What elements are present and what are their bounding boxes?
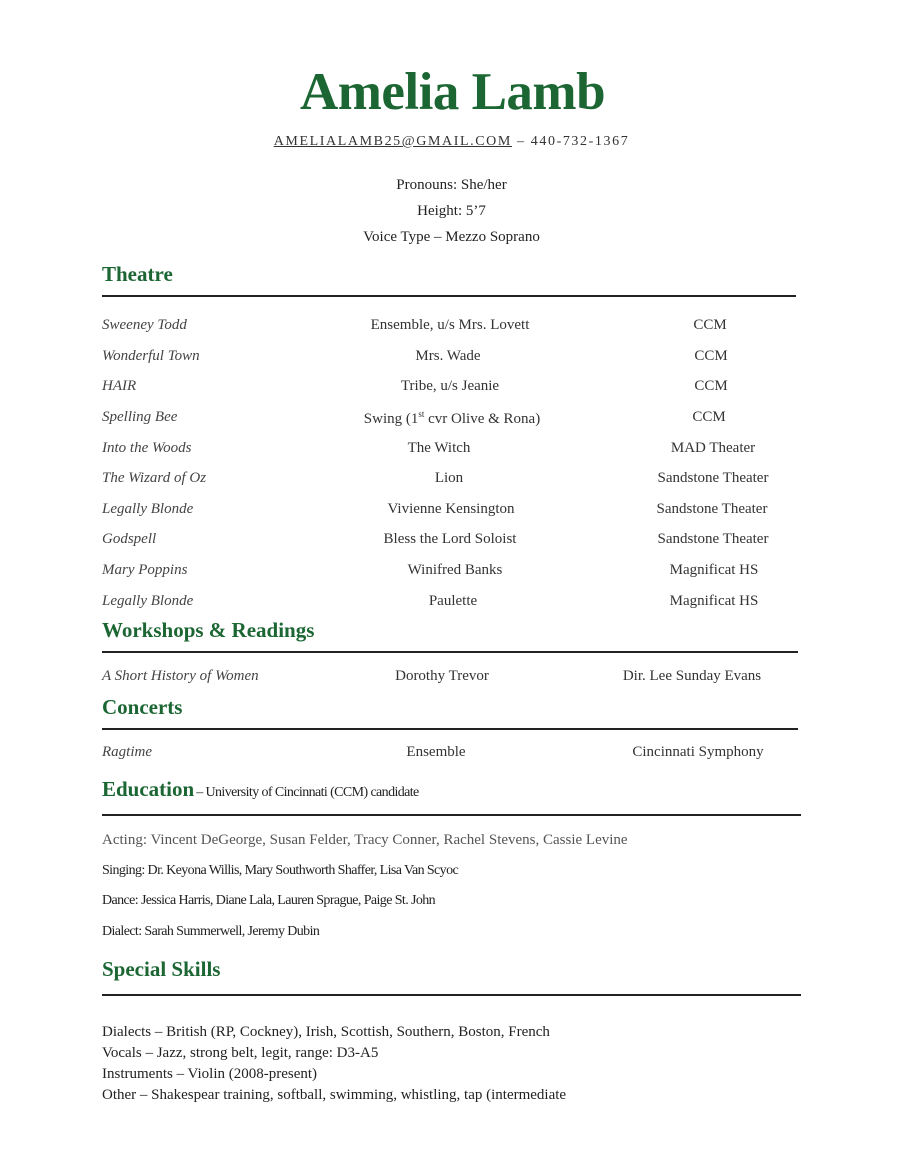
show-title: Legally Blonde bbox=[102, 593, 194, 609]
phone-number: 440-732-1367 bbox=[530, 134, 630, 149]
theatre-divider bbox=[102, 295, 796, 297]
venue: Sandstone Theater bbox=[657, 470, 769, 486]
resume-name: Amelia Lamb bbox=[299, 63, 606, 121]
venue: CCM bbox=[694, 348, 728, 364]
training-dialect: Dialect: Sarah Summerwell, Jeremy Dubin bbox=[102, 924, 320, 939]
skill-vocals: Vocals – Jazz, strong belt, legit, range: D3-A5 bbox=[102, 1045, 379, 1061]
skill-other: Other – Shakespear training, softball, swimming, whistling, tap (intermediate bbox=[102, 1087, 567, 1103]
role: Ensemble bbox=[406, 744, 466, 760]
show-title: HAIR bbox=[102, 378, 137, 394]
venue: CCM bbox=[693, 317, 727, 333]
skills-divider bbox=[102, 994, 801, 996]
voice-type: Voice Type – Mezzo Soprano bbox=[363, 229, 540, 245]
email-link[interactable]: AMELIALAMB25@GMAIL.COM bbox=[273, 134, 512, 149]
credit-row bbox=[0, 744, 911, 764]
role: Dorothy Trevor bbox=[395, 668, 489, 684]
credit-row bbox=[0, 668, 911, 688]
role: Winifred Banks bbox=[407, 562, 503, 578]
credit-row bbox=[0, 317, 911, 337]
height: Height: 5’7 bbox=[417, 203, 486, 219]
concerts-divider bbox=[102, 728, 798, 730]
venue: MAD Theater bbox=[670, 440, 756, 456]
credit-row bbox=[0, 562, 911, 582]
venue: Sandstone Theater bbox=[656, 501, 768, 517]
pronouns: Pronouns: She/her bbox=[396, 177, 507, 193]
show-title: Mary Poppins bbox=[102, 562, 188, 578]
credit-row bbox=[0, 348, 911, 368]
venue: CCM bbox=[692, 409, 726, 425]
credit-row bbox=[0, 531, 911, 551]
contact-line bbox=[0, 134, 903, 150]
role: Swing (1st cvr Olive & Rona) bbox=[363, 409, 541, 427]
show-title: A Short History of Women bbox=[102, 668, 259, 684]
show-title: Sweeney Todd bbox=[102, 317, 187, 333]
education-divider bbox=[102, 814, 801, 816]
show-title: Godspell bbox=[102, 531, 157, 547]
workshops-heading: Workshops & Readings bbox=[102, 618, 315, 642]
role: Paulette bbox=[428, 593, 478, 609]
show-title: Legally Blonde bbox=[102, 501, 194, 517]
skills-heading: Special Skills bbox=[102, 957, 221, 981]
show-title: Into the Woods bbox=[102, 440, 192, 456]
credit-row bbox=[0, 501, 911, 521]
education-subtitle: – University of Cincinnati (CCM) candidate bbox=[196, 785, 419, 800]
role: Mrs. Wade bbox=[415, 348, 481, 364]
skill-instruments: Instruments – Violin (2008-present) bbox=[102, 1066, 318, 1082]
role: Ensemble, u/s Mrs. Lovett bbox=[370, 317, 530, 333]
credit-row bbox=[0, 470, 911, 490]
venue: Magnificat HS bbox=[669, 593, 759, 609]
credit-row bbox=[0, 440, 911, 460]
role: Vivienne Kensington bbox=[387, 501, 515, 517]
role: Lion bbox=[434, 470, 464, 486]
workshops-divider bbox=[102, 651, 798, 653]
contact-separator: – bbox=[511, 134, 531, 149]
training-singing: Singing: Dr. Keyona Willis, Mary Southworth Shaffer, Lisa Van Scyoc bbox=[102, 863, 459, 878]
education-title: Education bbox=[102, 777, 195, 801]
show-title: Ragtime bbox=[102, 744, 152, 760]
credit-row bbox=[0, 378, 911, 398]
show-title: Wonderful Town bbox=[102, 348, 200, 364]
venue: Magnificat HS bbox=[669, 562, 759, 578]
skill-dialects: Dialects – British (RP, Cockney), Irish, Scottish, Southern, Boston, French bbox=[102, 1024, 550, 1040]
show-title: The Wizard of Oz bbox=[102, 470, 207, 486]
training-acting: Acting: Vincent DeGeorge, Susan Felder, Tracy Conner, Rachel Stevens, Cassie Levine bbox=[102, 832, 628, 848]
venue: Cincinnati Symphony bbox=[632, 744, 764, 760]
theatre-heading: Theatre bbox=[102, 262, 173, 286]
role: Bless the Lord Soloist bbox=[383, 531, 517, 547]
venue: Sandstone Theater bbox=[657, 531, 769, 547]
show-title: Spelling Bee bbox=[102, 409, 178, 425]
credit-row bbox=[0, 409, 911, 429]
education-heading bbox=[102, 777, 419, 802]
concerts-heading: Concerts bbox=[102, 695, 183, 719]
venue: CCM bbox=[694, 378, 728, 394]
training-dance: Dance: Jessica Harris, Diane Lala, Lauren Sprague, Paige St. John bbox=[102, 893, 436, 908]
role: Tribe, u/s Jeanie bbox=[400, 378, 500, 394]
role: The Witch bbox=[407, 440, 471, 456]
venue: Dir. Lee Sunday Evans bbox=[622, 668, 762, 684]
credit-row bbox=[0, 593, 911, 613]
